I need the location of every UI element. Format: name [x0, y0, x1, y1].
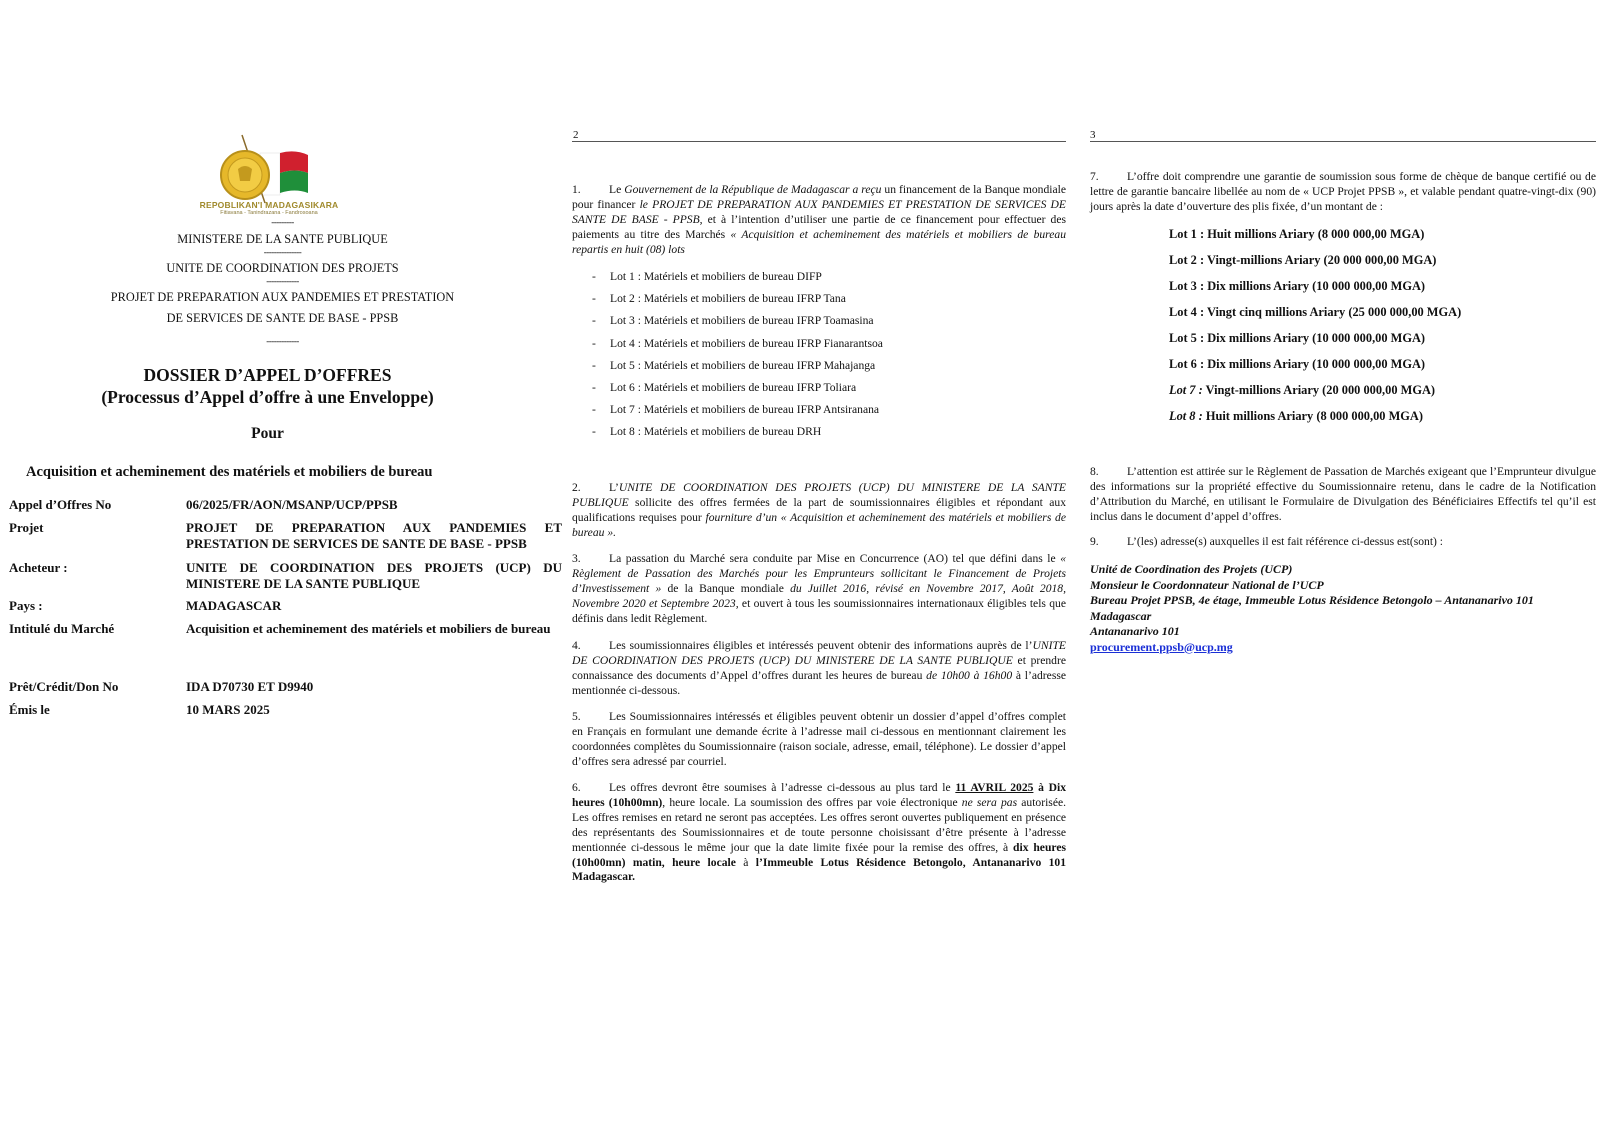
paragraph-number: 6.: [572, 781, 581, 794]
separator: ---------: [271, 217, 294, 227]
subject-heading: Acquisition et acheminement des matériels et mobiliers de bureau: [26, 464, 433, 480]
project-name-line2: DE SERVICES DE SANTE DE BASE - PPSB: [166, 311, 399, 325]
info-label: Émis le: [9, 702, 50, 717]
header-rule: [1090, 141, 1596, 142]
email-link[interactable]: procurement.ppsb@ucp.mg: [1090, 639, 1233, 654]
paragraph-1: 1. Le Gouvernement de la République de Madagascar a reçu un financement de la Banque mondiale pour financer le PROJET DE PREPARATION AUX PANDEMIES ET PRESTATION DE SERVICES DE SANTE DE BASE - PPSB, et à l’intention d’utiliser une partie de ce financement pour effectuer des paiements au titre des Marchés « Acquisition et acheminement des matériels et mobiliers de bureau repartis en huit (08) lots: [572, 183, 1067, 256]
list-item: - Lot 8 : Matériels et mobiliers de bureau DRH: [592, 425, 822, 439]
lot-amount: Lot 6 : Dix millions Ariary (10 000 000,00 MGA): [1169, 357, 1426, 371]
lot-amount: Lot 8 : Huit millions Ariary (8 000 000,00 MGA): [1169, 409, 1424, 423]
list-item: - Lot 4 : Matériels et mobiliers de bureau IFRP Fianarantsoa: [592, 336, 883, 350]
list-item: - Lot 1 : Matériels et mobiliers de bureau DIFP: [592, 270, 822, 283]
lot-amount: Lot 4 : Vingt cinq millions Ariary (25 000 000,00 MGA): [1169, 305, 1462, 319]
list-item: - Lot 3 : Matériels et mobiliers de bureau IFRP Toamasina: [592, 314, 874, 328]
document-title: DOSSIER D’APPEL D’OFFRES: [143, 365, 392, 385]
lot-amount: Lot 1 : Huit millions Ariary (8 000 000,00 MGA): [1169, 227, 1425, 241]
pour-label: Pour: [251, 425, 284, 442]
paragraph-9: 9. L’(les) adresse(s) auxquelles il est fait référence ci-dessus est(sont) :: [1090, 535, 1444, 548]
paragraph-number: 7.: [1090, 170, 1099, 183]
paragraph-8: 8. L’attention est attirée sur le Règlement de Passation de Marchés exigeant que l’Emprunteur divulgue des informations sur la propriété effective du Soumissionnaire retenu, dans le cadre de la Notification d’Attribution du Marché, en utilisant le Formulaire de Divulgation des Bénéficiaires Effectifs tel qu’il est inclus dans le document d’appel d’offres.: [1090, 465, 1596, 523]
address-line: Antananarivo 101: [1090, 624, 1180, 638]
info-label: Appel d’Offres No: [9, 497, 112, 512]
info-value: MADAGASCAR: [186, 598, 282, 613]
info-label: Prêt/Crédit/Don No: [9, 679, 119, 694]
project-name-line1: PROJET DE PREPARATION AUX PANDEMIES ET PRESTATION: [110, 290, 455, 304]
paragraph-4: 4. Les soumissionnaires éligibles et intéressés peuvent obtenir des informations auprès de l’UNITE DE COORDINATION DES PROJETS (UCP) DU MINISTERE DE LA SANTE PUBLIQUE et prendre connaissance des documents d’Appel d’offres durant les heures de bureau de 10h00 à 16h00 à l’adresse mentionnée ci-dessous.: [572, 639, 1066, 697]
unit-name: UNITE DE COORDINATION DES PROJETS: [166, 261, 399, 275]
page-number: 3: [1090, 129, 1096, 141]
lot-amount: Lot 7 : Vingt-millions Ariary (20 000 000,00 MGA): [1169, 383, 1436, 397]
info-label: Intitulé du Marché: [9, 621, 115, 636]
info-label: Projet: [9, 520, 44, 535]
ministry-name: MINISTERE DE LA SANTE PUBLIQUE: [177, 232, 388, 246]
paragraph-number: 8.: [1090, 465, 1099, 478]
lot-list: [592, 270, 883, 448]
emblem-caption: REPOBLIKAN'I MADAGASIKARA: [199, 200, 339, 210]
emblem-motto: Fitiavana - Tanindrazana - Fandrosoana: [220, 210, 318, 216]
document-subtitle: (Processus d’Appel d’offre à une Enveloppe): [101, 387, 434, 407]
paragraph-number: 5.: [572, 710, 581, 723]
info-label: Pays :: [9, 598, 43, 613]
info-value: UNITE DE COORDINATION DES PROJETS (UCP) DU MINISTERE DE LA SANTE PUBLIQUE: [186, 560, 562, 591]
paragraph-number: 1.: [572, 183, 581, 196]
info-value: IDA D70730 ET D9940: [186, 679, 314, 694]
info-value: 06/2025/FR/AON/MSANP/UCP/PPSB: [186, 497, 398, 512]
separator: -------------: [266, 276, 299, 286]
address-line: Madagascar: [1090, 608, 1152, 623]
lot-amount: Lot 5 : Dix millions Ariary (10 000 000,00 MGA): [1169, 331, 1426, 345]
lot-amount: Lot 2 : Vingt-millions Ariary (20 000 000,00 MGA): [1169, 253, 1437, 267]
list-item: - Lot 7 : Matériels et mobiliers de bureau IFRP Antsiranana: [592, 403, 880, 417]
info-value: PROJET DE PREPARATION AUX PANDEMIES ET PRESTATION DE SERVICES DE SANTE DE BASE - PPSB: [186, 520, 562, 551]
paragraph-number: 3.: [572, 552, 581, 565]
paragraph-6: 6. Les offres devront être soumises à l’adresse ci-dessous au plus tard le 11 AVRIL 2025 à Dix heures (10h00mn), heure locale. La soumission des offres par voie électronique ne sera pas autorisée. Les offres remises en retard ne seront pas acceptées. Les offres seront ouvertes publiquement en présence des représentants des Soumissionnaires et de toute personne choisissant d’être présente à l’adresse mentionnée ci-dessous le même jour que la date limite fixée pour la remise des offres, à dix heures (10h00mn) matin, heure locale à l’Immeuble Lotus Résidence Betongolo, Antananarivo 101 Madagascar.: [572, 781, 1067, 884]
info-value: 10 MARS 2025: [186, 702, 270, 717]
paragraph-3: 3. La passation du Marché sera conduite par Mise en Concurrence (AO) tel que défini dans le « Règlement de Passation des Marchés pour les Emprunteurs sollicitant le Financement de Projets d’Investissement » de la Banque mondiale du Juillet 2016, révisé en Novembre 2017, Août 2018, Novembre 2020 et Septembre 2023, et ouvert à tous les soumissionnaires internationaux éligibles tels que définis dans ledit Règlement.: [572, 552, 1066, 625]
address-line: Bureau Projet PPSB, 4e étage, Immeuble Lotus Résidence Betongolo – Antananarivo 101: [1090, 593, 1534, 607]
page-number: 2: [573, 129, 579, 141]
list-item: - Lot 6 : Matériels et mobiliers de bureau IFRP Toliara: [592, 380, 857, 394]
info-label: Acheteur :: [9, 560, 68, 575]
paragraph-number: 2.: [572, 481, 581, 494]
list-item: - Lot 2 : Matériels et mobiliers de bureau IFRP Tana: [592, 292, 846, 306]
paragraph-number: 4.: [572, 639, 581, 652]
address-line: Monsieur le Coordonnateur National de l’UCP: [1090, 577, 1324, 592]
paragraph-number: 9.: [1090, 535, 1099, 548]
paragraph-2: 2. L’UNITE DE COORDINATION DES PROJETS (UCP) DU MINISTERE DE LA SANTE PUBLIQUE sollicite des offres fermées de la part de soumissionnaires éligibles et répondant aux qualifications requises pour fourniture d’un « Acquisition et acheminement des matériels et mobiliers de bureau ».: [572, 481, 1066, 539]
info-value: Acquisition et acheminement des matériels et mobiliers de bureau: [186, 621, 551, 636]
separator: -------------: [266, 336, 299, 346]
header-rule: [572, 141, 1066, 142]
list-item: - Lot 5 : Matériels et mobiliers de bureau IFRP Mahajanga: [592, 358, 876, 372]
paragraph-5: 5. Les Soumissionnaires intéressés et éligibles peuvent obtenir un dossier d’appel d’offres complet en Français en formulant une demande écrite à l’adresse mail ci-dessous en mentionnant clairement les coordonnées complètes du Soumissionnaire (raison sociale, adresse, email, téléphone). Le dossier d’appel d’offres sera adressé par courriel.: [572, 710, 1066, 768]
paragraph-7: 7. L’offre doit comprendre une garantie de soumission sous forme de chèque de banque certifié ou de lettre de garantie bancaire libellée au nom de « UCP Projet PPSB », et valable pendant quatre-vingt-dix (90) jours après la date d’ouverture des plis fixée, d’un montant de :: [1090, 170, 1596, 213]
address-line: Unité de Coordination des Projets (UCP): [1090, 562, 1293, 576]
separator: ---------------: [263, 247, 302, 257]
address-block: [1090, 562, 1534, 655]
lot-amount: Lot 3 : Dix millions Ariary (10 000 000,00 MGA): [1169, 279, 1426, 293]
